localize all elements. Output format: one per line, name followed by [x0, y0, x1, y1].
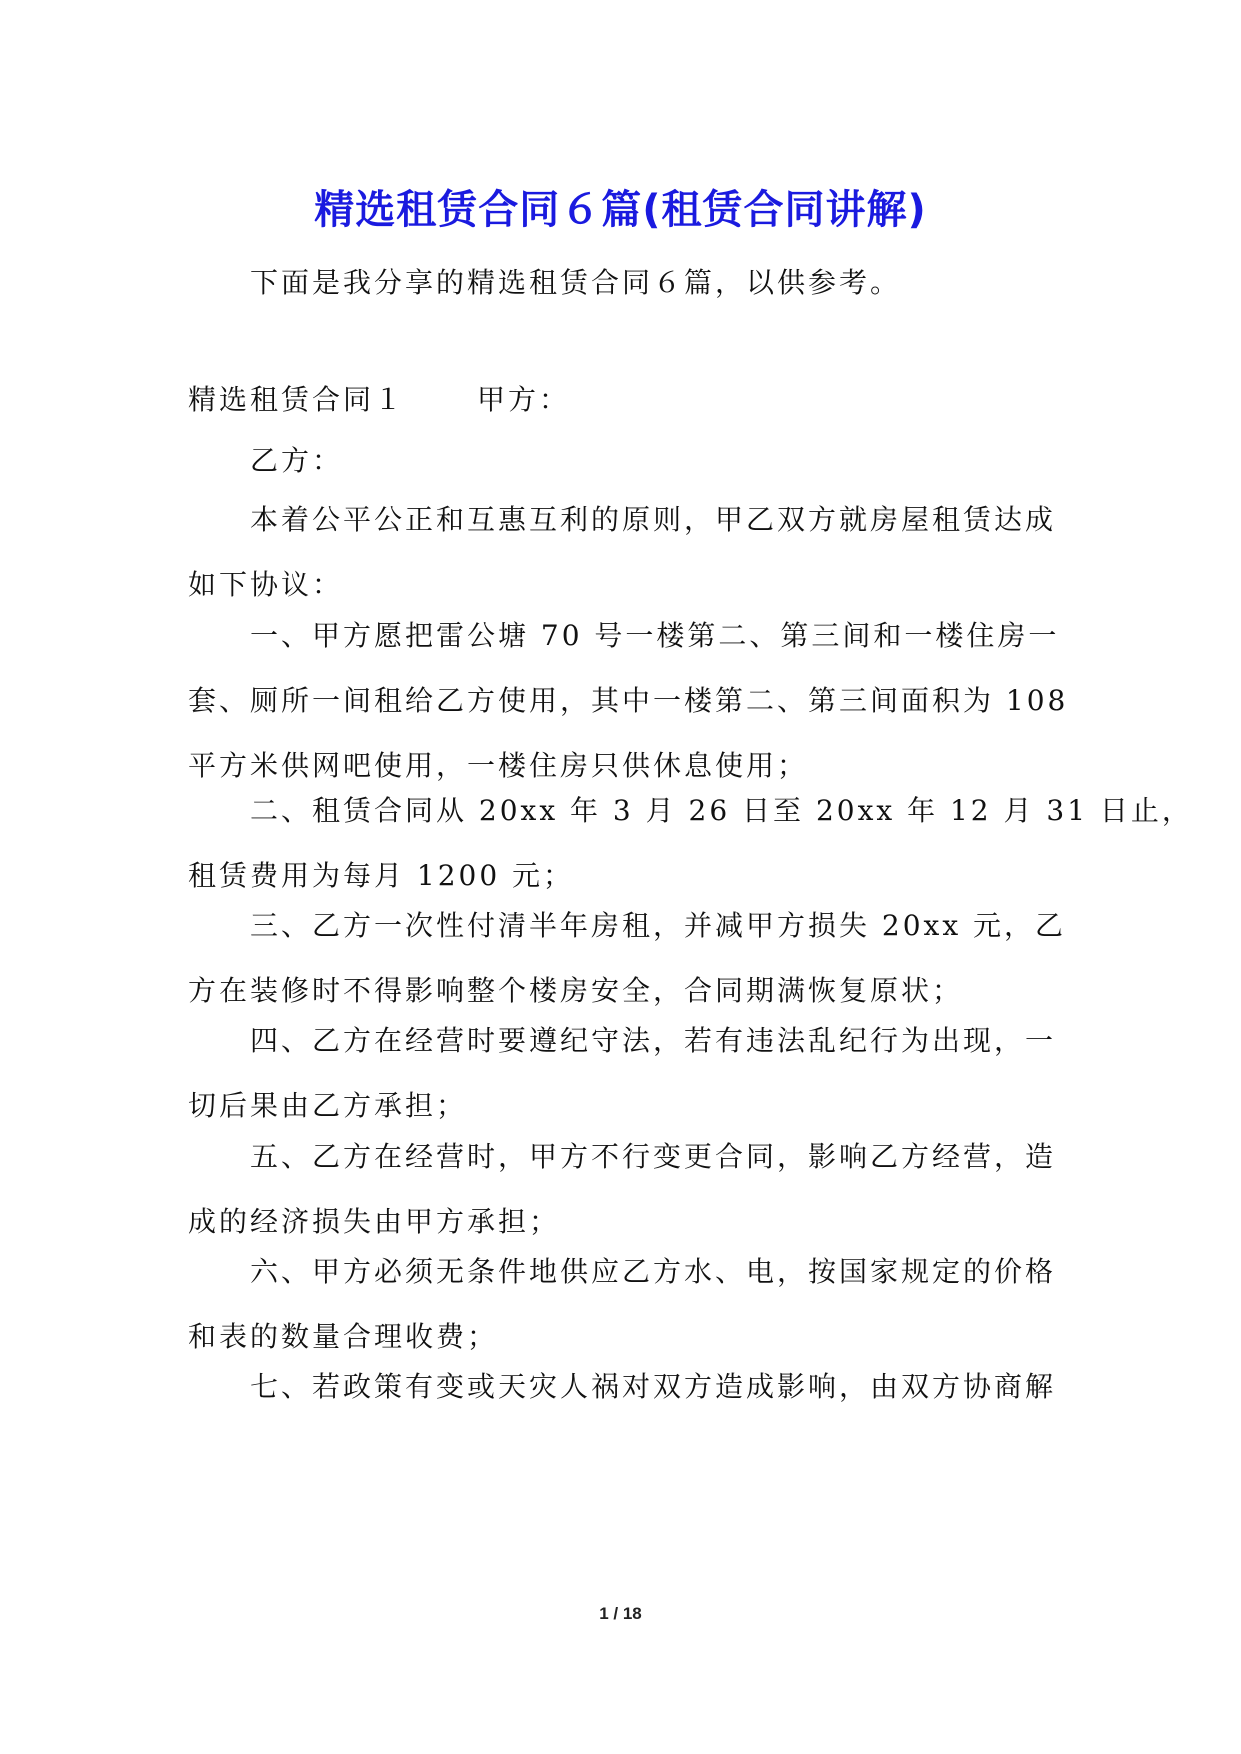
paragraph-line: 和表的数量合理收费； — [188, 1320, 499, 1353]
paragraph-line: 如下协议： — [188, 568, 344, 601]
intro-paragraph — [188, 250, 1056, 315]
party-b-label: 乙方： — [250, 444, 344, 477]
paragraph-line: 二、租赁合同从 20xx 年 3 月 26 日至 20xx 年 12 月 31 日止， — [250, 794, 1193, 827]
clause-paragraph-1 — [188, 603, 1069, 798]
paragraph-line: 六、甲方必须无条件地供应乙方水、电，按国家规定的价格 — [250, 1255, 1057, 1288]
paragraph-line: 切后果由乙方承担； — [188, 1089, 468, 1122]
clause-paragraph-6 — [188, 1239, 1056, 1369]
clause-paragraph-5 — [188, 1124, 1056, 1254]
clause-paragraph-3 — [188, 893, 1067, 1023]
paragraph-line: 套、厕所一间租给乙方使用，其中一楼第二、第三间面积为 108 — [188, 684, 1069, 717]
section-heading-row — [188, 367, 1056, 432]
paragraph-line: 七、若政策有变或天灾人祸对双方造成影响，由双方协商解 — [250, 1370, 1057, 1403]
paragraph-line: 四、乙方在经营时要遵纪守法，若有违法乱纪行为出现，一 — [250, 1024, 1057, 1057]
party-a-label: 甲方： — [477, 383, 571, 416]
clause-paragraph-7 — [188, 1354, 1056, 1419]
document-title: 精选租赁合同６篇(租赁合同讲解) — [314, 186, 927, 233]
paragraph-line: 一、甲方愿把雷公塘 70 号一楼第二、第三间和一楼住房一 — [250, 619, 1060, 652]
party-b-row — [188, 428, 1056, 493]
page-number: 1 / 18 — [599, 1604, 642, 1623]
paragraph-line: 三、乙方一次性付清半年房租，并减甲方损失 20xx 元，乙 — [250, 909, 1067, 942]
paragraph-line: 成的经济损失由甲方承担； — [188, 1205, 561, 1238]
clause-paragraph-4 — [188, 1008, 1056, 1138]
intro-line: 下面是我分享的精选租赁合同６篇，以供参考。 — [250, 266, 902, 299]
paragraph-line: 租赁费用为每月 1200 元； — [188, 859, 575, 892]
clause-paragraph-2 — [188, 778, 1193, 908]
section-heading-line — [188, 367, 1056, 432]
clause-paragraph-preamble — [188, 487, 1056, 617]
section-heading: 精选租赁合同１ — [188, 383, 406, 416]
paragraph-line: 本着公平公正和互惠互利的原则，甲乙双方就房屋租赁达成 — [250, 503, 1057, 536]
paragraph-line: 平方米供网吧使用，一楼住房只供休息使用； — [188, 749, 809, 782]
paragraph-line: 方在装修时不得影响整个楼房安全，合同期满恢复原状； — [188, 974, 964, 1007]
paragraph-line: 五、乙方在经营时，甲方不行变更合同，影响乙方经营，造 — [250, 1140, 1057, 1173]
